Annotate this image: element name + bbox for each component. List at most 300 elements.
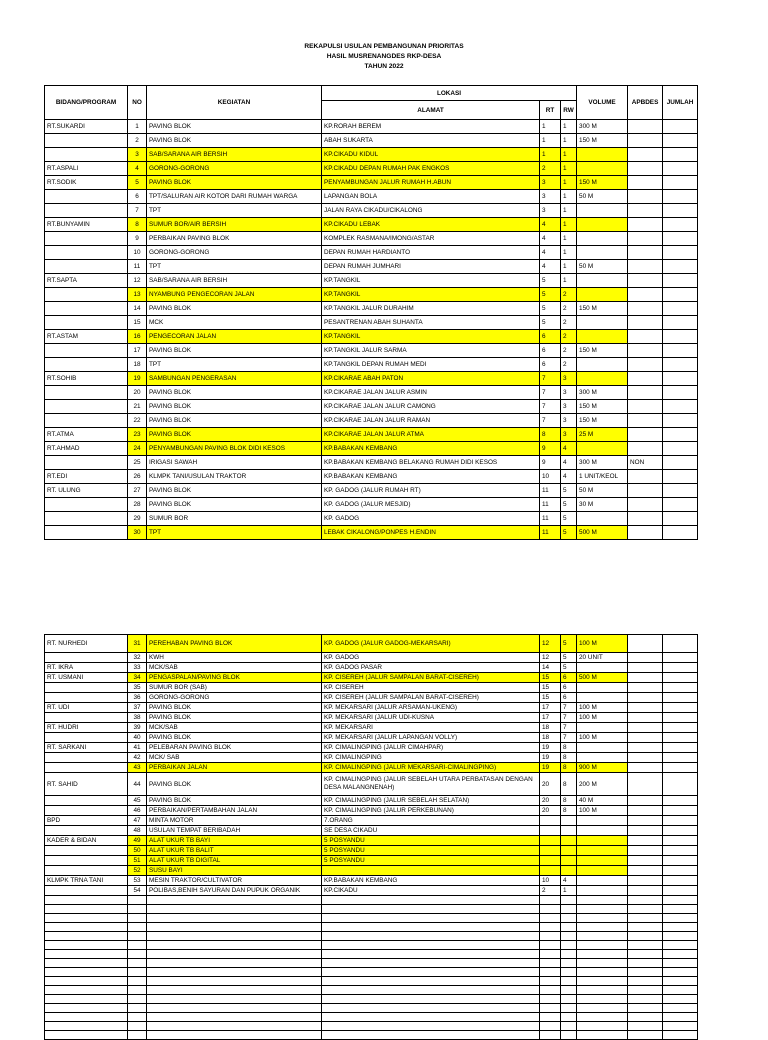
cell-alamat: KP. MEKARSARI (JALUR UDI-KUSNA: [322, 713, 540, 723]
cell-kegiatan: TPT: [147, 358, 322, 372]
table-row: [45, 302, 698, 316]
cell-no: 23: [128, 428, 147, 442]
empty-cell: [561, 941, 577, 950]
table-row: [45, 826, 698, 836]
cell-no: 7: [128, 204, 147, 218]
cell-volume: [577, 886, 628, 896]
cell-kegiatan: PAVING BLOK: [147, 733, 322, 743]
cell-apbdes: [628, 344, 663, 358]
table-row: [45, 190, 698, 204]
cell-kegiatan: SAMBUNGAN PENGERASAN: [147, 372, 322, 386]
cell-kegiatan: TPT: [147, 204, 322, 218]
cell-apbdes: [628, 316, 663, 330]
cell-no: 1: [128, 120, 147, 134]
cell-jumlah: [663, 176, 698, 190]
cell-rw: [561, 856, 577, 866]
cell-jumlah: [663, 470, 698, 484]
cell-bidang: [45, 148, 128, 162]
cell-rt: 20: [540, 806, 561, 816]
cell-kegiatan: PAVING BLOK: [147, 414, 322, 428]
cell-apbdes: [628, 836, 663, 846]
cell-jumlah: [663, 414, 698, 428]
cell-bidang: RT. NURHEDI: [45, 635, 128, 653]
cell-apbdes: [628, 358, 663, 372]
cell-jumlah: [663, 796, 698, 806]
cell-no: 21: [128, 400, 147, 414]
empty-cell: [322, 968, 540, 977]
cell-jumlah: [663, 635, 698, 653]
table-row: [45, 428, 698, 442]
cell-kegiatan: KWH: [147, 653, 322, 663]
cell-bidang: RT.SOHIB: [45, 372, 128, 386]
cell-kegiatan: PENYAMBUNGAN PAVING BLOK DIDI KESOS: [147, 442, 322, 456]
cell-apbdes: [628, 190, 663, 204]
cell-alamat: KP. CIMALINGPING: [322, 753, 540, 763]
empty-cell: [322, 896, 540, 905]
empty-cell: [561, 968, 577, 977]
cell-no: 26: [128, 470, 147, 484]
empty-cell: [577, 923, 628, 932]
empty-row: [45, 932, 698, 941]
empty-cell: [577, 1031, 628, 1040]
empty-cell: [147, 1013, 322, 1022]
cell-volume: 300 M: [577, 386, 628, 400]
cell-apbdes: [628, 826, 663, 836]
cell-no: 17: [128, 344, 147, 358]
cell-no: 35: [128, 683, 147, 693]
empty-cell: [577, 959, 628, 968]
table-row: [45, 470, 698, 484]
header-jumlah: JUMLAH: [663, 86, 698, 120]
cell-bidang: BPD: [45, 816, 128, 826]
cell-jumlah: [663, 428, 698, 442]
cell-kegiatan: PAVING BLOK: [147, 428, 322, 442]
cell-rt: 11: [540, 498, 561, 512]
cell-bidang: [45, 386, 128, 400]
cell-rw: [561, 826, 577, 836]
cell-bidang: [45, 806, 128, 816]
cell-alamat: KP. CIMALINGPING (JALUR SEBELAH SELATAN): [322, 796, 540, 806]
cell-rw: [561, 816, 577, 826]
cell-jumlah: [663, 773, 698, 796]
empty-cell: [663, 941, 698, 950]
cell-bidang: RT.SUKARDI: [45, 120, 128, 134]
empty-cell: [45, 923, 128, 932]
cell-volume: [577, 512, 628, 526]
cell-jumlah: [663, 866, 698, 876]
empty-cell: [561, 995, 577, 1004]
empty-cell: [577, 1022, 628, 1031]
header-rw: RW: [561, 101, 577, 120]
cell-no: 15: [128, 316, 147, 330]
cell-apbdes: [628, 162, 663, 176]
empty-cell: [147, 986, 322, 995]
cell-jumlah: [663, 653, 698, 663]
empty-cell: [628, 995, 663, 1004]
cell-bidang: [45, 400, 128, 414]
cell-apbdes: [628, 876, 663, 886]
cell-bidang: RT. IKRA: [45, 663, 128, 673]
empty-cell: [147, 1031, 322, 1040]
cell-alamat: KP. GADOG (JALUR RUMAH RT): [322, 484, 540, 498]
cell-rw: 2: [561, 302, 577, 316]
empty-cell: [322, 1004, 540, 1013]
empty-cell: [45, 1013, 128, 1022]
cell-rt: 15: [540, 673, 561, 683]
cell-alamat: KP. GADOG: [322, 653, 540, 663]
cell-rt: 9: [540, 456, 561, 470]
empty-cell: [628, 950, 663, 959]
cell-apbdes: [628, 526, 663, 540]
empty-cell: [128, 923, 147, 932]
cell-bidang: RT.ATMA: [45, 428, 128, 442]
table-row: [45, 134, 698, 148]
empty-cell: [540, 986, 561, 995]
table-row: [45, 886, 698, 896]
cell-kegiatan: SUMUR BOR: [147, 512, 322, 526]
empty-cell: [628, 932, 663, 941]
cell-apbdes: [628, 442, 663, 456]
cell-alamat: KP.CIKARAE JALAN JALUR ASMIN: [322, 386, 540, 400]
cell-no: 49: [128, 836, 147, 846]
priority-table-1: [44, 85, 698, 540]
cell-rw: 7: [561, 733, 577, 743]
cell-kegiatan: PAVING BLOK: [147, 400, 322, 414]
empty-cell: [45, 977, 128, 986]
cell-jumlah: [663, 372, 698, 386]
cell-rw: 1: [561, 246, 577, 260]
table-row: [45, 796, 698, 806]
cell-rt: 4: [540, 246, 561, 260]
cell-volume: 100 M: [577, 733, 628, 743]
table-row: [45, 484, 698, 498]
cell-jumlah: [663, 218, 698, 232]
cell-no: 9: [128, 232, 147, 246]
cell-bidang: RT. USMANI: [45, 673, 128, 683]
cell-no: 38: [128, 713, 147, 723]
cell-apbdes: [628, 204, 663, 218]
cell-bidang: [45, 134, 128, 148]
empty-cell: [628, 1013, 663, 1022]
cell-no: 20: [128, 386, 147, 400]
cell-alamat: KP. CIMALINGPING (JALUR CIMAHPAR): [322, 743, 540, 753]
cell-bidang: [45, 260, 128, 274]
empty-cell: [561, 1031, 577, 1040]
cell-kegiatan: SUSU BAYI: [147, 866, 322, 876]
cell-jumlah: [663, 876, 698, 886]
cell-no: 43: [128, 763, 147, 773]
cell-rw: 5: [561, 526, 577, 540]
cell-volume: 300 M: [577, 120, 628, 134]
empty-row: [45, 968, 698, 977]
empty-row: [45, 959, 698, 968]
cell-rt: 19: [540, 753, 561, 763]
empty-cell: [577, 977, 628, 986]
title-line-2: HASIL MUSRENANGDES RKP-DESA: [326, 53, 442, 60]
empty-cell: [561, 905, 577, 914]
cell-no: 42: [128, 753, 147, 763]
cell-no: 5: [128, 176, 147, 190]
empty-cell: [628, 1022, 663, 1031]
cell-bidang: [45, 456, 128, 470]
cell-apbdes: [628, 260, 663, 274]
table-row: [45, 703, 698, 713]
empty-cell: [128, 905, 147, 914]
cell-apbdes: [628, 484, 663, 498]
cell-apbdes: [628, 400, 663, 414]
cell-kegiatan: MCK/ SAB: [147, 753, 322, 763]
empty-cell: [322, 995, 540, 1004]
cell-alamat: KP.CIKARAE JALAN JALUR CAMONG: [322, 400, 540, 414]
cell-jumlah: [663, 386, 698, 400]
cell-kegiatan: POLIBAS,BENIH SAYURAN DAN PUPUK ORGANIK: [147, 886, 322, 896]
cell-jumlah: [663, 836, 698, 846]
table-row: [45, 176, 698, 190]
cell-apbdes: [628, 723, 663, 733]
empty-cell: [322, 1031, 540, 1040]
cell-rt: [540, 866, 561, 876]
empty-row: [45, 896, 698, 905]
empty-cell: [663, 896, 698, 905]
empty-cell: [45, 950, 128, 959]
cell-no: 44: [128, 773, 147, 796]
cell-rt: 11: [540, 512, 561, 526]
cell-jumlah: [663, 148, 698, 162]
empty-cell: [45, 941, 128, 950]
cell-rw: 8: [561, 796, 577, 806]
empty-cell: [147, 995, 322, 1004]
table-row: [45, 456, 698, 470]
empty-cell: [322, 950, 540, 959]
cell-rw: 2: [561, 358, 577, 372]
cell-rw: 2: [561, 344, 577, 358]
empty-cell: [128, 950, 147, 959]
cell-apbdes: [628, 796, 663, 806]
cell-kegiatan: USULAN TEMPAT BERIBADAH: [147, 826, 322, 836]
cell-kegiatan: ALAT UKUR TB BALIT: [147, 846, 322, 856]
table-row: [45, 723, 698, 733]
cell-bidang: [45, 826, 128, 836]
table-row: [45, 246, 698, 260]
empty-cell: [663, 950, 698, 959]
empty-cell: [147, 896, 322, 905]
cell-jumlah: [663, 498, 698, 512]
empty-cell: [45, 914, 128, 923]
cell-rt: [540, 836, 561, 846]
empty-cell: [561, 986, 577, 995]
cell-alamat: KOMPLEK RASMANA/IMONG/ASTAR: [322, 232, 540, 246]
cell-alamat: KP.CIKARAE JALAN JALUR RAMAN: [322, 414, 540, 428]
cell-alamat: 5 POSYANDU: [322, 846, 540, 856]
cell-apbdes: [628, 414, 663, 428]
cell-rt: 1: [540, 148, 561, 162]
cell-kegiatan: SUMUR BOR/AIR BERSIH: [147, 218, 322, 232]
cell-rw: 8: [561, 806, 577, 816]
cell-rt: 5: [540, 274, 561, 288]
cell-apbdes: [628, 886, 663, 896]
cell-rw: 4: [561, 470, 577, 484]
cell-volume: 50 M: [577, 484, 628, 498]
cell-volume: [577, 218, 628, 232]
cell-jumlah: [663, 288, 698, 302]
cell-alamat: KP.TANGKIL JALUR SARMA: [322, 344, 540, 358]
table-row: [45, 288, 698, 302]
cell-volume: [577, 232, 628, 246]
cell-rt: 4: [540, 260, 561, 274]
cell-kegiatan: PENGECORAN JALAN: [147, 330, 322, 344]
cell-alamat: KP. CIMALINGPING (JALUR SEBELAH UTARA PERBATASAN DENGAN DESA MALANGNENAH): [322, 773, 540, 796]
cell-bidang: [45, 763, 128, 773]
cell-apbdes: [628, 866, 663, 876]
cell-no: 46: [128, 806, 147, 816]
cell-bidang: [45, 498, 128, 512]
cell-volume: 50 M: [577, 190, 628, 204]
empty-cell: [628, 959, 663, 968]
empty-cell: [663, 1022, 698, 1031]
cell-volume: 900 M: [577, 763, 628, 773]
empty-cell: [128, 914, 147, 923]
cell-volume: 20 UNIT: [577, 653, 628, 663]
cell-bidang: [45, 288, 128, 302]
cell-rt: 12: [540, 635, 561, 653]
empty-cell: [663, 977, 698, 986]
cell-rw: 5: [561, 663, 577, 673]
table-row: [45, 663, 698, 673]
empty-cell: [147, 950, 322, 959]
header-bidang: BIDANG/PROGRAM: [45, 86, 128, 120]
cell-volume: [577, 743, 628, 753]
cell-rw: 1: [561, 148, 577, 162]
cell-alamat: KP. CISEREH: [322, 683, 540, 693]
cell-rt: 19: [540, 743, 561, 753]
cell-no: 45: [128, 796, 147, 806]
cell-jumlah: [663, 693, 698, 703]
cell-rw: [561, 866, 577, 876]
empty-cell: [147, 959, 322, 968]
cell-rt: 10: [540, 470, 561, 484]
cell-bidang: [45, 526, 128, 540]
cell-rt: 4: [540, 232, 561, 246]
cell-rw: 1: [561, 190, 577, 204]
cell-alamat: KP.TANGKIL: [322, 330, 540, 344]
empty-cell: [577, 905, 628, 914]
cell-rw: 1: [561, 232, 577, 246]
empty-cell: [663, 905, 698, 914]
cell-volume: 150 M: [577, 134, 628, 148]
table-row: [45, 763, 698, 773]
cell-rt: 5: [540, 288, 561, 302]
cell-volume: [577, 836, 628, 846]
cell-alamat: KP.CIKADU KIDUL: [322, 148, 540, 162]
cell-rw: 4: [561, 876, 577, 886]
cell-jumlah: [663, 344, 698, 358]
cell-rw: 5: [561, 635, 577, 653]
cell-no: 29: [128, 512, 147, 526]
cell-rw: 1: [561, 260, 577, 274]
cell-volume: 30 M: [577, 498, 628, 512]
empty-cell: [561, 914, 577, 923]
cell-rw: 5: [561, 653, 577, 663]
cell-rw: 6: [561, 683, 577, 693]
empty-cell: [128, 968, 147, 977]
cell-no: 25: [128, 456, 147, 470]
empty-row: [45, 950, 698, 959]
cell-rw: 8: [561, 753, 577, 763]
cell-bidang: RT.ASTAM: [45, 330, 128, 344]
header-apbdes: APBDES: [628, 86, 663, 120]
cell-rt: 11: [540, 484, 561, 498]
cell-rt: 2: [540, 162, 561, 176]
cell-rt: 17: [540, 713, 561, 723]
empty-cell: [540, 914, 561, 923]
cell-rw: 3: [561, 372, 577, 386]
empty-cell: [147, 914, 322, 923]
cell-bidang: RT.BUNYAMIN: [45, 218, 128, 232]
empty-cell: [147, 977, 322, 986]
table-row: [45, 512, 698, 526]
cell-volume: 500 M: [577, 526, 628, 540]
empty-cell: [663, 1031, 698, 1040]
cell-no: 41: [128, 743, 147, 753]
empty-cell: [561, 1013, 577, 1022]
cell-rw: 5: [561, 498, 577, 512]
cell-jumlah: [663, 526, 698, 540]
empty-row: [45, 1022, 698, 1031]
table-row: [45, 260, 698, 274]
cell-bidang: RT. SAHID: [45, 773, 128, 796]
cell-jumlah: [663, 232, 698, 246]
empty-cell: [540, 1004, 561, 1013]
cell-alamat: SE DESA CIKADU: [322, 826, 540, 836]
cell-bidang: [45, 653, 128, 663]
cell-kegiatan: PAVING BLOK: [147, 498, 322, 512]
empty-cell: [540, 905, 561, 914]
cell-jumlah: [663, 713, 698, 723]
cell-rt: 18: [540, 723, 561, 733]
cell-no: 37: [128, 703, 147, 713]
cell-kegiatan: TPT/SALURAN AIR KOTOR DARI RUMAH WARGA: [147, 190, 322, 204]
cell-jumlah: [663, 826, 698, 836]
cell-no: 3: [128, 148, 147, 162]
cell-alamat: KP. CIMALINGPING (JALUR MEKARSARI-CIMALINGPING): [322, 763, 540, 773]
cell-volume: 100 M: [577, 635, 628, 653]
cell-alamat: KP. GADOG (JALUR GADOG-MEKARSARI): [322, 635, 540, 653]
cell-apbdes: [628, 673, 663, 683]
table-row: [45, 733, 698, 743]
cell-kegiatan: PAVING BLOK: [147, 176, 322, 190]
cell-bidang: [45, 204, 128, 218]
cell-rw: [561, 836, 577, 846]
cell-rw: [561, 846, 577, 856]
cell-jumlah: [663, 330, 698, 344]
cell-rw: 3: [561, 400, 577, 414]
cell-apbdes: [628, 806, 663, 816]
cell-kegiatan: TPT: [147, 526, 322, 540]
cell-volume: 1 UNIT/KEOL: [577, 470, 628, 484]
cell-rw: 1: [561, 274, 577, 288]
empty-cell: [561, 896, 577, 905]
cell-apbdes: [628, 232, 663, 246]
empty-cell: [628, 986, 663, 995]
cell-rt: 20: [540, 773, 561, 796]
empty-cell: [577, 896, 628, 905]
cell-rw: 4: [561, 456, 577, 470]
cell-rt: 7: [540, 372, 561, 386]
cell-bidang: [45, 866, 128, 876]
cell-kegiatan: SAB/SARANA AIR BERSIH: [147, 148, 322, 162]
cell-apbdes: [628, 635, 663, 653]
cell-kegiatan: PAVING BLOK: [147, 134, 322, 148]
